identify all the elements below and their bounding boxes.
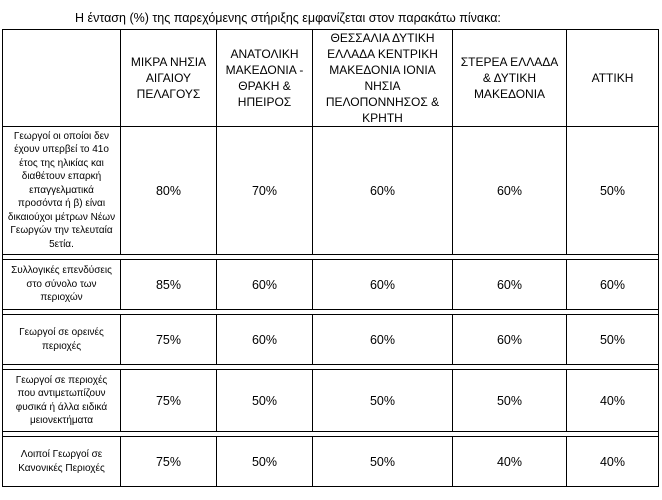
row-label: Λοιποί Γεωργοί σε Κανονικές Περιοχές: [3, 437, 121, 487]
value-cell: 60%: [313, 260, 453, 310]
value-cell: 50%: [217, 370, 313, 432]
value-cell: 60%: [313, 127, 453, 255]
row-label: Γεωργοί οι οποίοι δεν έχουν υπερβεί το 41ο έτος της ηλικίας και διαθέτουν επαρκή επαγγελματικά προσόντα ή β) είναι δικαιούχοι μέτρων Νέων Γεωργών την τελευταία 5ετία.: [3, 127, 121, 255]
value-cell: 50%: [313, 437, 453, 487]
table-row: [3, 370, 659, 432]
header-cell: ΑΤΤΙΚΗ: [567, 30, 659, 127]
row-label: Γεωργοί σε ορεινές περιοχές: [3, 315, 121, 365]
table-header-row: [3, 30, 659, 127]
value-cell: 50%: [567, 315, 659, 365]
table-caption: Η ένταση (%) της παρεχόμενης στήριξης εμφανίζεται στον παρακάτω πίνακα:: [75, 11, 501, 25]
row-label: Συλλογικές επενδύσεις στο σύνολο των περιοχών: [3, 260, 121, 310]
value-cell: 60%: [453, 127, 567, 255]
header-cell: ΜΙΚΡΑ ΝΗΣΙΑ ΑΙΓΑΙΟΥ ΠΕΛΑΓΟΥΣ: [121, 30, 217, 127]
value-cell: 75%: [121, 315, 217, 365]
value-cell: 40%: [567, 370, 659, 432]
support-intensity-table: [2, 29, 659, 487]
value-cell: 85%: [121, 260, 217, 310]
header-cell: ΑΝΑΤΟΛΙΚΗ ΜΑΚΕΔΟΝΙΑ - ΘΡΑΚΗ & ΗΠΕΙΡΟΣ: [217, 30, 313, 127]
value-cell: 75%: [121, 370, 217, 432]
table-row: [3, 127, 659, 255]
value-cell: 60%: [217, 315, 313, 365]
header-cell: ΘΕΣΣΑΛΙΑ ΔΥΤΙΚΗ ΕΛΛΑΔΑ ΚΕΝΤΡΙΚΗ ΜΑΚΕΔΟΝΙΑ ΙΟΝΙΑ ΝΗΣΙΑ ΠΕΛΟΠΟΝΝΗΣΟΣ & ΚΡΗΤΗ: [313, 30, 453, 127]
value-cell: 40%: [453, 437, 567, 487]
table-row: [3, 260, 659, 310]
value-cell: 70%: [217, 127, 313, 255]
header-cell: ΣΤΕΡΕΑ ΕΛΛΑΔΑ & ΔΥΤΙΚΗ ΜΑΚΕΔΟΝΙΑ: [453, 30, 567, 127]
value-cell: 50%: [217, 437, 313, 487]
row-label: Γεωργοί σε περιοχές που αντιμετωπίζουν φυσικά ή άλλα ειδικά μειονεκτήματα: [3, 370, 121, 432]
value-cell: 60%: [453, 315, 567, 365]
value-cell: 50%: [453, 370, 567, 432]
value-cell: 60%: [217, 260, 313, 310]
value-cell: 60%: [453, 260, 567, 310]
header-cell: [3, 30, 121, 127]
table-row: [3, 437, 659, 487]
value-cell: 80%: [121, 127, 217, 255]
value-cell: 40%: [567, 437, 659, 487]
value-cell: 75%: [121, 437, 217, 487]
value-cell: 50%: [567, 127, 659, 255]
value-cell: 60%: [567, 260, 659, 310]
value-cell: 50%: [313, 370, 453, 432]
value-cell: 60%: [313, 315, 453, 365]
table-row: [3, 315, 659, 365]
